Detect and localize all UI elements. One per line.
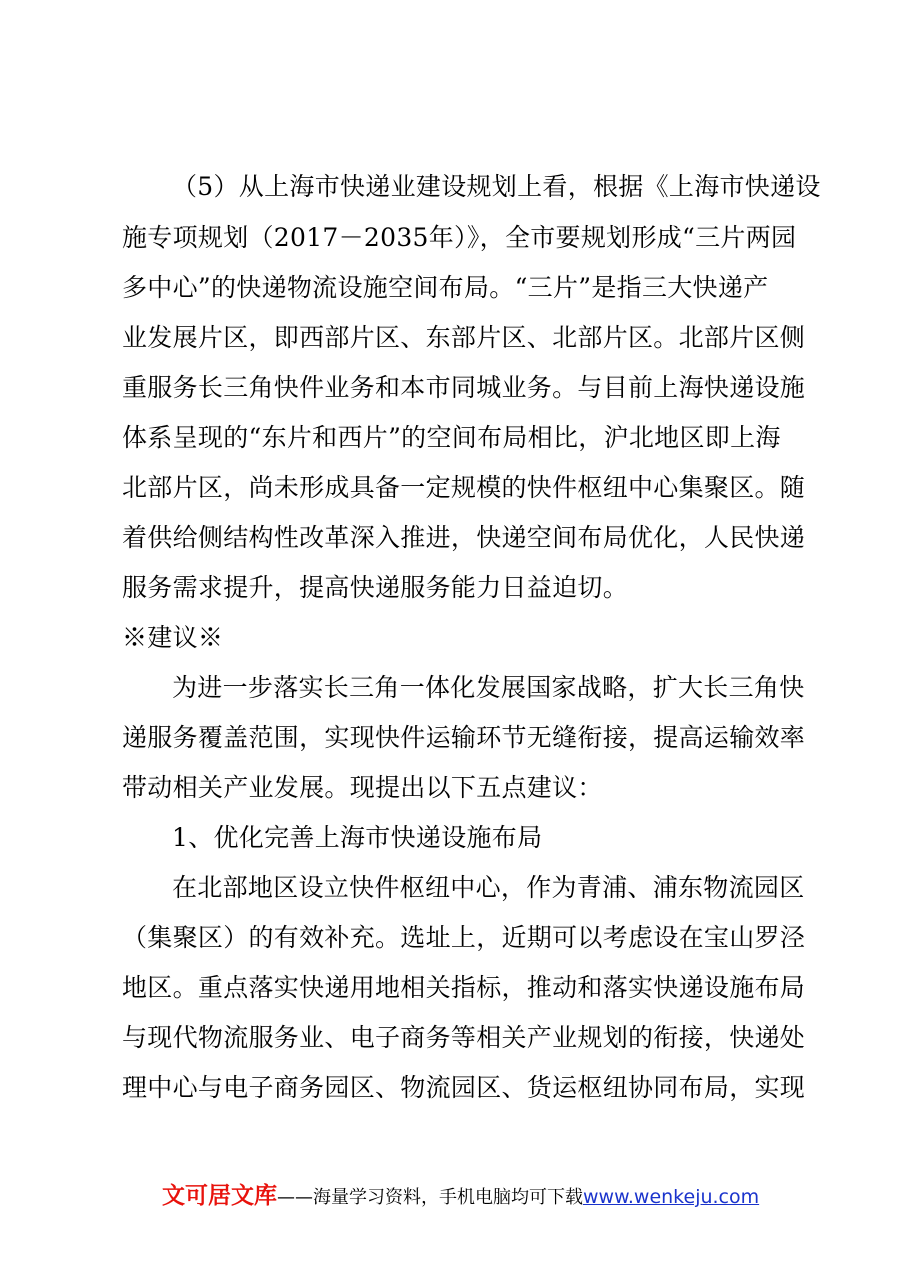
text-line-4: 业发展片区，即西部片区、东部片区、北部片区。北部片区侧	[122, 323, 806, 352]
text-line-12: 递服务覆盖范围，实现快件运输环节无缝衔接，提高运输效率	[122, 723, 806, 752]
text-line-1: （5）从上海市快递业建设规划上看，根据《上海市快递设	[172, 172, 821, 201]
text-line-9: 服务需求提升，提高快递服务能力日益迫切。	[122, 573, 629, 602]
section-heading-suggestions: ※建议※	[122, 623, 224, 652]
brand-name: 文可居文库	[162, 1183, 277, 1209]
text-line-13: 带动相关产业发展。现提出以下五点建议：	[122, 773, 603, 802]
footer-slogan: ——海量学习资料，手机电脑均可下载	[277, 1187, 583, 1208]
website-link[interactable]: www.wenkeju.com	[583, 1186, 760, 1208]
footer-banner	[162, 1181, 759, 1211]
text-line-19: 理中心与电子商务园区、物流园区、货运枢纽协同布局，实现	[122, 1073, 806, 1102]
text-line-18: 与现代物流服务业、电子商务等相关产业规划的衔接，快递处	[122, 1023, 806, 1052]
text-line-15: 在北部地区设立快件枢纽中心，作为青浦、浦东物流园区	[172, 873, 805, 902]
text-line-7: 北部片区，尚未形成具备一定规模的快件枢纽中心集聚区。随	[122, 473, 806, 502]
text-line-5: 重服务长三角快件业务和本市同城业务。与目前上海快递设施	[122, 373, 806, 402]
text-line-11: 为进一步落实长三角一体化发展国家战略，扩大长三角快	[172, 673, 805, 702]
text-line-16: （集聚区）的有效补充。选址上，近期可以考虑设在宝山罗泾	[122, 923, 806, 952]
text-line-6: 体系呈现的“东片和西片”的空间布局相比，沪北地区即上海	[122, 423, 781, 452]
text-line-17: 地区。重点落实快递用地相关指标，推动和落实快递设施布局	[122, 973, 806, 1002]
text-line-8: 着供给侧结构性改革深入推进，快递空间布局优化，人民快递	[122, 523, 806, 552]
subheading-item-1: 1、优化完善上海市快递设施布局	[172, 823, 543, 852]
text-line-2: 施专项规划（2017－2035年）》，全市要规划形成“三片两园	[122, 223, 797, 252]
text-line-3: 多中心”的快递物流设施空间布局。“三片”是指三大快递产	[122, 273, 769, 302]
